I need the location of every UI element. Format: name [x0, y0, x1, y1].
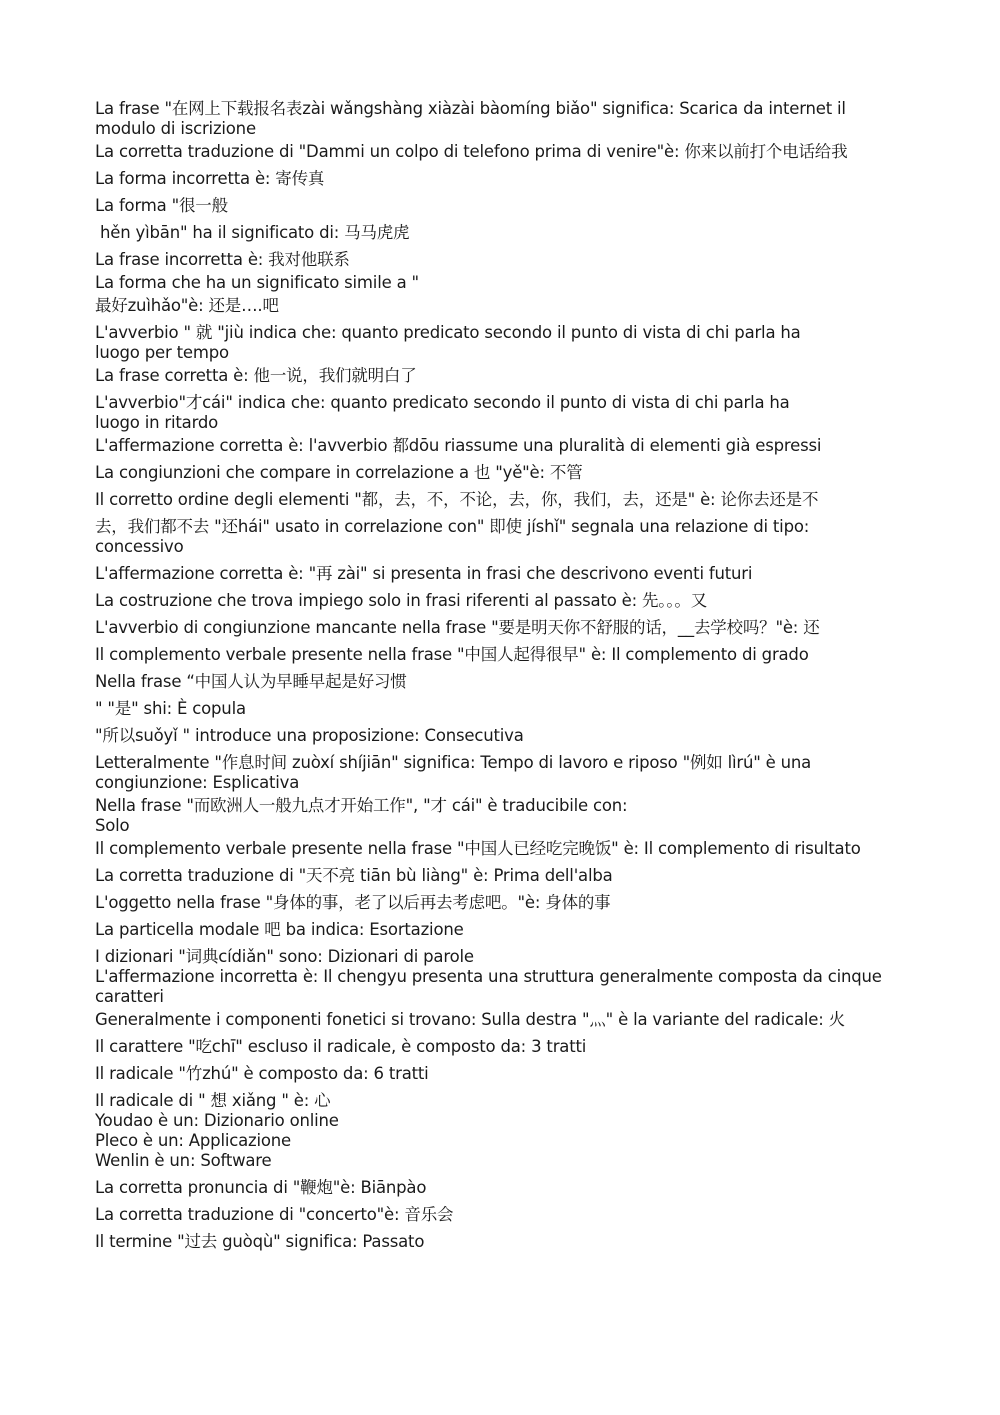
- text-line: "所以suǒyǐ " introduce una proposizione: Consecutiva: [95, 726, 524, 745]
- text-line: L'avverbio di congiunzione mancante nella frase "要是明天你不舒服的话，__去学校吗？"è: 还: [95, 618, 820, 637]
- text-line: La corretta traduzione di "concerto"è: 音乐会: [95, 1205, 454, 1224]
- text-line: La frase incorretta è: 我对他联系: [95, 250, 350, 269]
- text-line: Il radicale di " 想 xiǎng " è: 心: [95, 1091, 331, 1110]
- text-line: Il radicale "竹zhú" è composto da: 6 tratti: [95, 1064, 429, 1083]
- document-page: [95, 99, 895, 1252]
- text-line: La forma "很一般: [95, 196, 228, 215]
- text-line: I dizionari "词典cídiǎn" sono: Dizionari di parole: [95, 947, 474, 966]
- text-line: L'affermazione incorretta è: Il chengyu presenta una struttura generalmente composta da cinque caratteri: [95, 967, 882, 1006]
- text-line: L'affermazione corretta è: l'avverbio 都dōu riassume una pluralità di elementi già espressi: [95, 436, 822, 455]
- text-line: L'oggetto nella frase "身体的事，老了以后再去考虑吧。"è: 身体的事: [95, 893, 611, 912]
- text-line: Wenlin è un: Software: [95, 1151, 272, 1170]
- text-line: Youdao è un: Dizionario online: [95, 1111, 339, 1130]
- text-line: L'avverbio"才cái" indica che: quanto predicato secondo il punto di vista di chi parla ha luogo in ritardo: [95, 393, 790, 432]
- text-line: Pleco è un: Applicazione: [95, 1131, 291, 1150]
- text-line: Nella frase “中国人认为早睡早起是好习惯: [95, 672, 407, 691]
- text-line: Il termine "过去 guòqù" significa: Passato: [95, 1232, 425, 1251]
- text-line: L'affermazione corretta è: "再 zài" si presenta in frasi che descrivono eventi futuri: [95, 564, 753, 583]
- text-line: La corretta pronuncia di "鞭炮"è: Biānpào: [95, 1178, 427, 1197]
- text-line: La forma che ha un significato simile a ": [95, 273, 419, 292]
- text-line: Il complemento verbale presente nella frase "中国人已经吃完晚饭" è: Il complemento di risultato: [95, 839, 861, 858]
- text-line: 去，我们都不去 "还hái" usato in correlazione con" 即使 jíshǐ" segnala una relazione di tipo: concessivo: [95, 517, 810, 556]
- text-line: 最好zuìhǎo"è: 还是….吧: [95, 296, 279, 315]
- text-line: Il corretto ordine degli elementi "都，去，不，不论，去，你，我们，去，还是" è: 论你去还是不: [95, 490, 819, 509]
- text-block: [95, 99, 895, 1252]
- text-line: Generalmente i componenti fonetici si trovano: Sulla destra "灬" è la variante del radicale: 火: [95, 1010, 845, 1029]
- text-line: " "是" shi: È copula: [95, 699, 246, 718]
- text-line: Nella frase "而欧洲人一般九点才开始工作", "才 cái" è traducibile con: Solo: [95, 796, 628, 835]
- text-line: La corretta traduzione di "Dammi un colpo di telefono prima di venire"è: 你来以前打个电话给我: [95, 142, 848, 161]
- text-line: La costruzione che trova impiego solo in frasi riferenti al passato è: 先。。。又: [95, 591, 708, 610]
- text-line: L'avverbio " 就 "jiù indica che: quanto predicato secondo il punto di vista di chi parla ha luogo per tempo: [95, 323, 801, 362]
- text-line: La corretta traduzione di "天不亮 tiān bù liàng" è: Prima dell'alba: [95, 866, 613, 885]
- text-line: La frase corretta è: 他一说，我们就明白了: [95, 366, 417, 385]
- text-line: La particella modale 吧 ba indica: Esortazione: [95, 920, 464, 939]
- text-line: hěn yìbān" ha il significato di: 马马虎虎: [95, 223, 410, 242]
- text-line: La forma incorretta è: 寄传真: [95, 169, 325, 188]
- text-line: La frase "在网上下载报名表zài wǎngshàng xiàzài bàomíng biǎo" significa: Scarica da internet il modulo di iscrizione: [95, 99, 846, 138]
- text-line: Letteralmente "作息时间 zuòxí shíjiān" significa: Tempo di lavoro e riposo "例如 lìrú" è una congiunzione: Esplicativa: [95, 753, 812, 792]
- text-line: La congiunzioni che compare in correlazione a 也 "yě"è: 不管: [95, 463, 583, 482]
- text-line: Il complemento verbale presente nella frase "中国人起得很早" è: Il complemento di grado: [95, 645, 809, 664]
- text-line: Il carattere "吃chī" escluso il radicale, è composto da: 3 tratti: [95, 1037, 587, 1056]
